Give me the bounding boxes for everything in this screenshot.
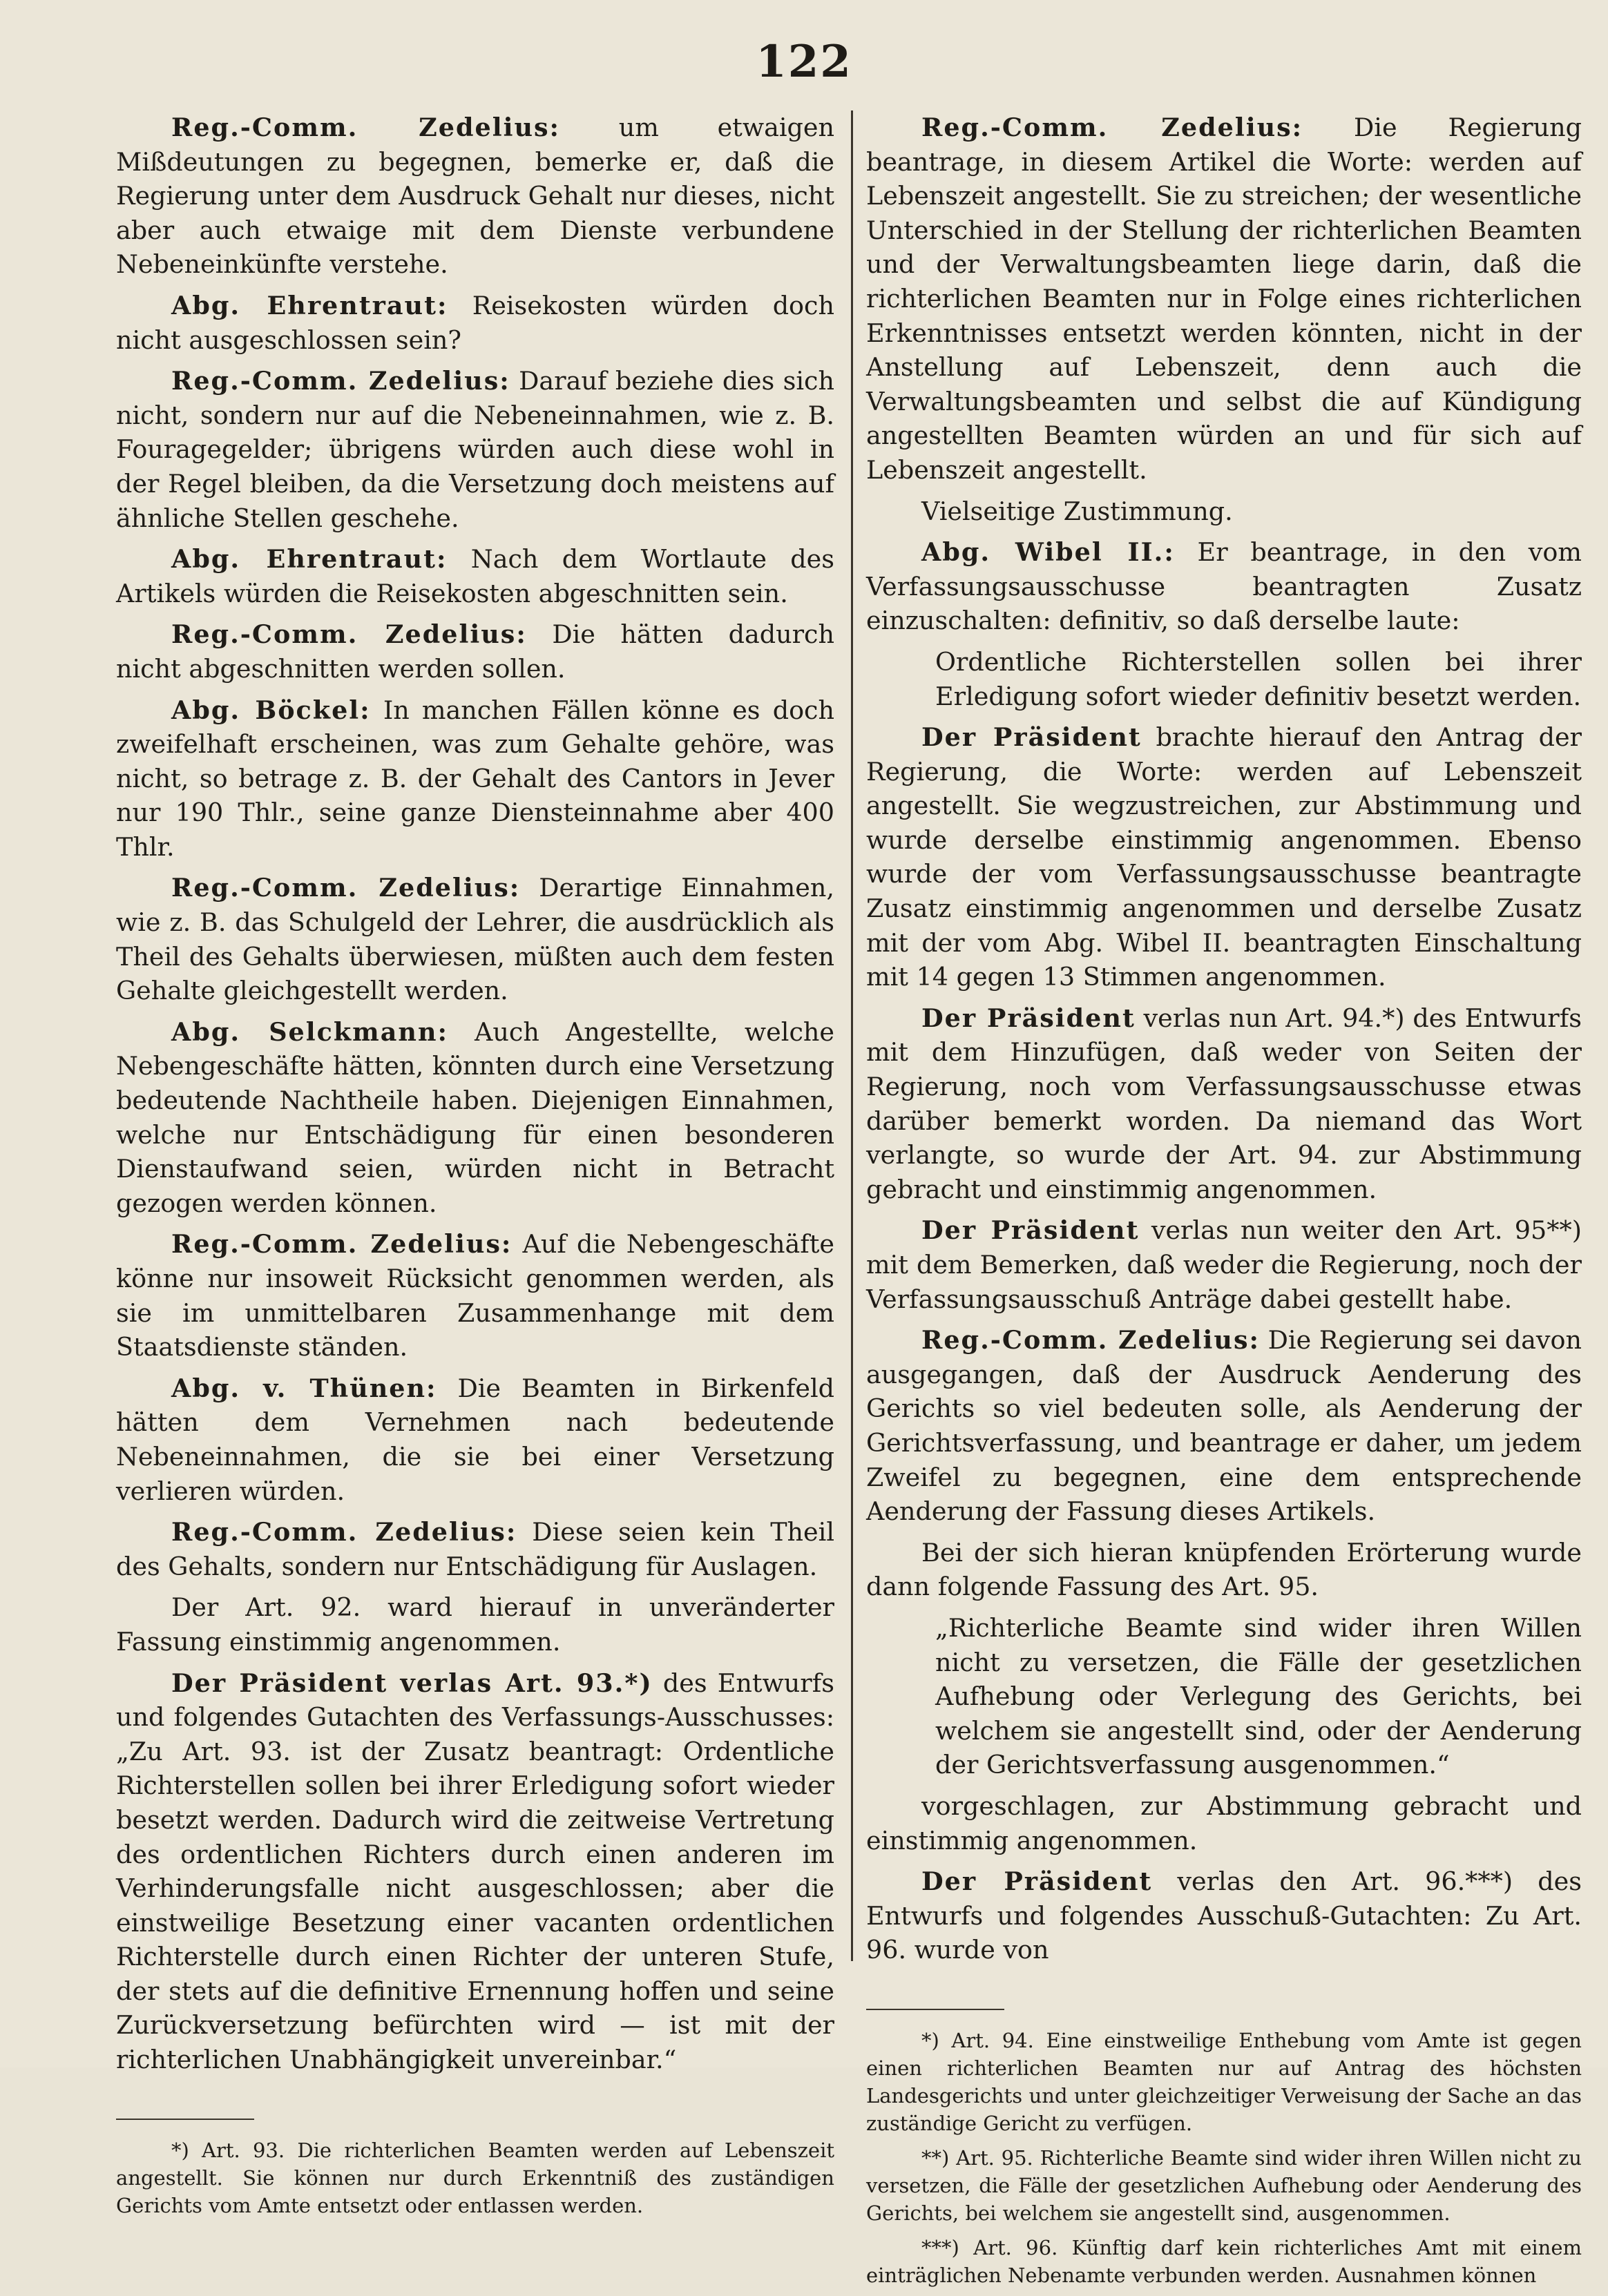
paragraph bbox=[116, 1666, 834, 2077]
paragraph-text: verlas nun weiter den Art. 95**) mit dem Bemerken, daß weder die Regierung, noch der Verfassungsausschuß Anträge dabei gestellt habe. bbox=[866, 1215, 1582, 1314]
paragraph-text: Ordentliche Richterstellen sollen bei ihrer Erledigung sofort wieder definitiv besetzt werden. bbox=[935, 646, 1582, 711]
paragraph bbox=[116, 1590, 834, 1659]
paragraph bbox=[116, 1227, 834, 1364]
paragraph-text: „Richterliche Beamte sind wider ihren Willen nicht zu versetzen, die Fälle der gesetzlichen Aufhebung oder Verlegung des Gerichts, bei welchem sie angestellt sind, oder der Aenderung der Gerichtsverfassung ausgenommen.“ bbox=[935, 1612, 1582, 1780]
paragraph bbox=[116, 693, 834, 865]
speaker-label: Abg. Selckmann: bbox=[171, 1016, 448, 1047]
paragraph bbox=[866, 1864, 1582, 1967]
footnote-rule bbox=[866, 2009, 1004, 2010]
speaker-label: Reg.-Comm. Zedelius: bbox=[171, 366, 510, 396]
paragraph bbox=[116, 542, 834, 610]
paragraph-text: um etwaigen Mißdeutungen zu begegnen, bemerke er, daß die Regierung unter dem Ausdruck Gehalt nur dieses, nicht aber auch etwaige mit dem Dienste verbundene Nebeneinkünfte verstehe. bbox=[116, 113, 834, 280]
paragraph bbox=[116, 1015, 834, 1221]
paragraph-text: Darauf beziehe dies sich nicht, sondern nur auf die Nebeneinnahmen, wie z. B. Fouragegelder; übrigens würden auch diese wohl in der Regel bleiben, da die Versetzung doch meistens auf ähnliche Stellen geschehe. bbox=[116, 366, 834, 533]
speaker-label: Der Präsident verlas Art. 93.*) bbox=[171, 1668, 653, 1698]
paragraph-text: Die Beamten in Birkenfeld hätten dem Vernehmen nach bedeutende Nebeneinnahmen, die sie bei einer Versetzung verlieren würden. bbox=[116, 1373, 834, 1506]
speaker-label: Abg. v. Thünen: bbox=[171, 1373, 437, 1403]
column-divider bbox=[851, 110, 853, 1961]
paragraph bbox=[866, 720, 1582, 994]
paragraph bbox=[866, 1001, 1582, 1207]
paragraph-text: Die Regierung sei davon ausgegangen, daß der Ausdruck Aenderung des Gerichts so viel bedeuten solle, als Aenderung der Gerichtsverfassung, und beantrage er daher, um jedem Zweifel zu begegnen, eine dem entsprechende Aenderung der Fassung dieses Artikels. bbox=[866, 1325, 1582, 1527]
paragraph bbox=[866, 535, 1582, 638]
paragraph-text: Reisekosten würden doch nicht ausgeschlossen sein? bbox=[116, 290, 834, 355]
paragraph bbox=[116, 289, 834, 357]
paragraph-text: Vielseitige Zustimmung. bbox=[921, 496, 1233, 526]
paragraph-text: Auch Angestellte, welche Nebengeschäfte hätten, könnten durch eine Versetzung bedeutende Nachtheile haben. Diejenigen Einnahmen, welche nur Entschädigung für einen besonderen Dienstaufwand seien, würden nicht in Betracht gezogen werden können. bbox=[116, 1016, 834, 1218]
speaker-label: Abg. Ehrentraut: bbox=[171, 290, 448, 320]
speaker-label: Reg.-Comm. Zedelius: bbox=[171, 873, 521, 903]
footnote: *) Art. 94. Eine einstweilige Enthebung vom Amte ist gegen einen richterlichen Beamten nur auf Antrag des höchsten Landesgerichts und unter gleichzeitiger Verweisung der Sache an das zuständige Gericht zu verfügen. bbox=[866, 2028, 1582, 2135]
paragraph bbox=[116, 364, 834, 535]
paragraph-text: Auf die Nebengeschäfte könne nur insoweit Rücksicht genommen werden, als sie im unmittelbaren Zusammenhange mit dem Staatsdienste ständen. bbox=[116, 1229, 834, 1362]
paragraph-text: In manchen Fällen könne es doch zweifelhaft erscheinen, was zum Gehalte gehöre, was nicht, so betrage z. B. der Gehalt des Cantors in Jever nur 190 Thlr., seine ganze Diensteinnahme aber 400 Thlr. bbox=[116, 695, 834, 862]
paragraph-text: vorgeschlagen, zur Abstimmung gebracht und einstimmig angenommen. bbox=[866, 1791, 1582, 1855]
speaker-label: Reg.-Comm. Zedelius: bbox=[921, 1325, 1260, 1356]
speaker-label: Der Präsident bbox=[921, 1003, 1136, 1033]
page-number: 122 bbox=[756, 36, 852, 88]
footnote: *) Art. 93. Die richterlichen Beamten werden auf Lebenszeit angestellt. Sie können nur durch Erkenntniß des zuständigen Gerichts vom Amte entsetzt oder entlassen werden. bbox=[116, 2138, 834, 2217]
paragraph-text: Nach dem Wortlaute des Artikels würden die Reisekosten abgeschnitten sein. bbox=[116, 544, 834, 608]
footnote: ***) Art. 96. Künftig darf kein richterliches Amt mit einem einträglichen Nebenamte verbunden werden. Ausnahmen können bbox=[866, 2235, 1582, 2287]
paragraph-text: Diese seien kein Theil des Gehalts, sondern nur Entschädigung für Auslagen. bbox=[116, 1517, 835, 1581]
paragraph bbox=[935, 1611, 1582, 1782]
paragraph bbox=[935, 645, 1582, 713]
paragraph bbox=[116, 1371, 834, 1508]
speaker-label: Reg.-Comm. Zedelius: bbox=[921, 113, 1303, 142]
paragraph-text: Derartige Einnahmen, wie z. B. das Schulgeld der Lehrer, die ausdrücklich als Theil des Gehalts überwiesen, müßten auch dem festen Gehalte gleichgestellt werden. bbox=[116, 873, 834, 1006]
speaker-label: Der Präsident bbox=[921, 1866, 1153, 1897]
paragraph-text: verlas nun Art. 94.*) des Entwurfs mit dem Hinzufügen, daß weder von Seiten der Regierung, noch vom Verfassungsausschusse etwas darüber bemerkt worden. Da niemand das Wort verlangte, so wurde der Art. 94. zur Abstimmung gebracht und einstimmig angenommen. bbox=[866, 1003, 1582, 1204]
speaker-label: Reg.-Comm. Zedelius: bbox=[171, 619, 527, 650]
paragraph-text: des Entwurfs und folgendes Gutachten des Verfassungs-Ausschusses: „Zu Art. 93. ist der Zusatz beantragt: Ordentliche Richterstellen sollen bei ihrer Erledigung sofort wieder besetzt werden. Dadurch wird die zeitweise Vertretung des ordentlichen Richters durch einen anderen im Verhinderungsfalle nicht ausgeschlossen; aber die einstweilige Besetzung einer vacanten ordentlichen Richterstelle durch einen Richter der unteren Stufe, der stets auf die definitive Ernennung hoffen und seine Zurückversetzung befürchten wird — ist mit der richterlichen Unabhängigkeit unvereinbar.“ bbox=[116, 1668, 834, 2075]
paragraph-text: verlas den Art. 96.***) des Entwurfs und folgendes Ausschuß-Gutachten: Zu Art. 96. wurde von bbox=[866, 1866, 1582, 1965]
left-column bbox=[116, 110, 834, 2226]
paragraph-text: Er beantrage, in den vom Verfassungsausschusse beantragten Zusatz einzuschalten: definitiv, so daß derselbe laute: bbox=[866, 537, 1582, 636]
footnote-rule bbox=[116, 2119, 254, 2120]
paragraph-text: Die hätten dadurch nicht abgeschnitten werden sollen. bbox=[116, 619, 834, 684]
paragraph bbox=[116, 617, 834, 686]
paragraph bbox=[866, 1323, 1582, 1529]
paragraph-text: brachte hierauf den Antrag der Regierung, die Worte: werden auf Lebenszeit angestellt. Sie wegzustreichen, zur Abstimmung und wurde derselbe einstimmig angenommen. Ebenso wurde der vom Verfassungsausschusse beantragte Zusatz einstimmig angenommen und derselbe Zusatz mit der vom Abg. Wibel II. beantragten Einschaltung mit 14 gegen 13 Stimmen angenommen. bbox=[866, 722, 1582, 992]
speaker-label: Reg.-Comm. Zedelius: bbox=[171, 113, 561, 142]
paragraph bbox=[866, 1536, 1582, 1604]
paragraph-text: Bei der sich hieran knüpfenden Erörterung wurde dann folgende Fassung des Art. 95. bbox=[866, 1537, 1582, 1602]
paragraph bbox=[116, 1515, 834, 1583]
paragraph bbox=[116, 871, 834, 1007]
paragraph-text: Der Art. 92. ward hierauf in unveränderter Fassung einstimmig angenommen. bbox=[116, 1592, 834, 1657]
footnote: **) Art. 95. Richterliche Beamte sind wider ihren Willen nicht zu versetzen, die Fälle der gesetzlichen Aufhebung oder Aenderung des Gerichts, bei welchem sie angestellt sind, ausgenommen. bbox=[866, 2145, 1582, 2225]
right-column bbox=[866, 110, 1582, 2296]
paragraph bbox=[866, 110, 1582, 488]
speaker-label: Reg.-Comm. Zedelius: bbox=[171, 1229, 513, 1260]
paragraph bbox=[866, 494, 1582, 529]
speaker-label: Abg. Wibel II.: bbox=[921, 537, 1175, 568]
paragraph-text: Die Regierung beantrage, in diesem Artikel die Worte: werden auf Lebenszeit angestellt. Sie zu streichen; der wesentliche Unterschied in der Stellung der richterlichen Beamten und der Verwaltungsbeamten liege darin, daß die richterlichen Beamten nur in Folge eines richterlichen Erkenntnisses entsetzt werden könnten, nicht in der Anstellung auf Lebenszeit, denn auch die Verwaltungsbeamten und selbst die auf Kündigung angestellten Beamten würden an und für sich auf Lebenszeit angestellt. bbox=[866, 113, 1582, 485]
paragraph bbox=[866, 1789, 1582, 1858]
speaker-label: Abg. Böckel: bbox=[171, 695, 371, 725]
speaker-label: Abg. Ehrentraut: bbox=[171, 544, 448, 575]
speaker-label: Der Präsident bbox=[921, 722, 1142, 753]
paragraph bbox=[866, 1213, 1582, 1316]
speaker-label: Der Präsident bbox=[921, 1215, 1140, 1246]
paragraph bbox=[116, 110, 834, 282]
speaker-label: Reg.-Comm. Zedelius: bbox=[171, 1517, 517, 1547]
